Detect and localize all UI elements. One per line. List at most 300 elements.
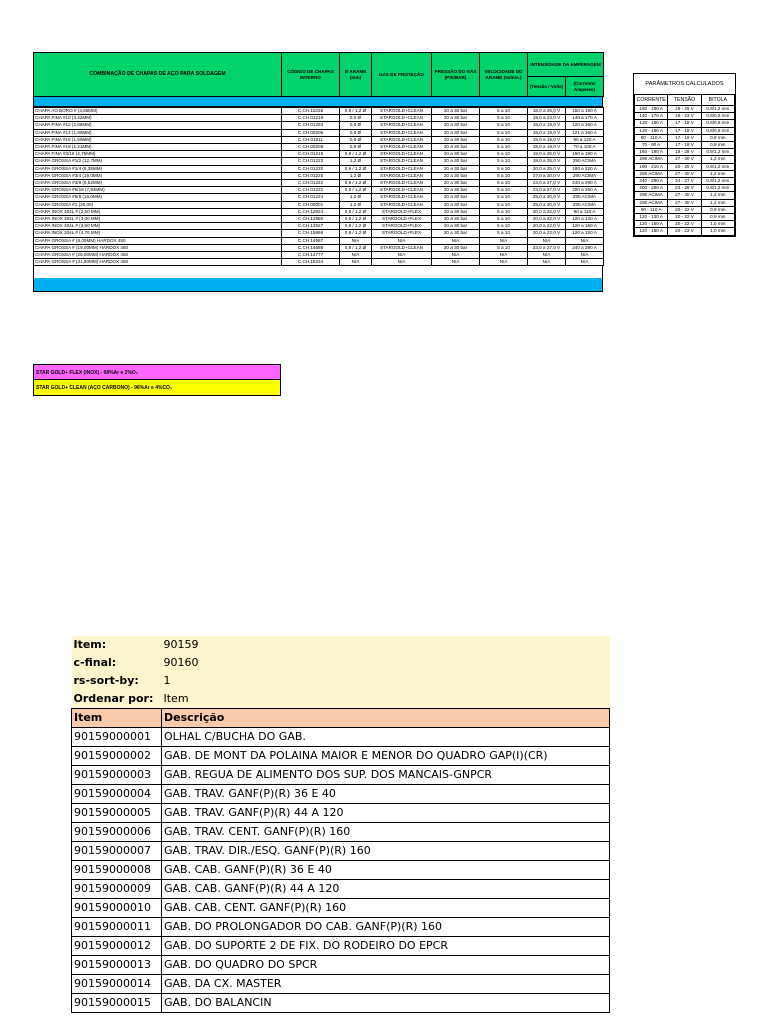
cell-corrente: 240 - 290 A [635, 178, 668, 185]
cell-corrente: 150 a 190 A [566, 151, 604, 158]
cell-tensao: 27,0 a 30,0 V [528, 172, 566, 179]
cell-arame: 0,9 Ø [340, 122, 372, 129]
cell-corrente: 290 ACIMA [566, 158, 604, 165]
cell-bitola: 0,8/0,9 mm [701, 120, 734, 127]
item-code: 90159000001 [72, 728, 162, 747]
cell-velocidade: 5 a 10 [480, 208, 528, 215]
item-list [71, 636, 609, 1013]
table-row [34, 230, 604, 237]
cell-tensao: 19,0 a 23,0 V [528, 115, 566, 122]
cell-corrente: 120 - 130 A [635, 214, 668, 221]
table-row [34, 158, 604, 165]
cell-arame: N/A [340, 237, 372, 244]
cell-pressao: 20 a 30 bar [432, 129, 480, 136]
cell-corrente: N/A [566, 237, 604, 244]
cell-bitola: 1,0 mm [701, 221, 734, 228]
list-item [72, 975, 610, 994]
empty-row [33, 266, 603, 278]
cell-tensao: 20 - 22 V [668, 214, 701, 221]
cell-corrente: 120 a 160 A [566, 122, 604, 129]
cell-corrente: 290 ACIMA [635, 156, 668, 163]
cell-velocidade: 5 a 10 [480, 165, 528, 172]
item-description: GAB. DO QUADRO DO SPCR [162, 956, 610, 975]
cell-codigo: C.CH.12980 [282, 216, 340, 223]
header-descricao: Descrição [162, 709, 610, 728]
cell-pressao: 20 a 30 bar [432, 208, 480, 215]
table-title: COMBINAÇÃO DE CHAPAS DE AÇO PARA SOLDAGEM [34, 53, 282, 97]
meta-value: 1 [162, 672, 610, 690]
item-code: 90159000004 [72, 785, 162, 804]
cell-tensao: 25,0 a 30,0 V [528, 201, 566, 208]
cell-gas: STARGOLD+CLEAN [372, 158, 432, 165]
section-footer-bar [33, 278, 603, 292]
cell-tensao: 19 - 25 V [668, 106, 701, 113]
cell-arame: 0,9 / 1,2 Ø [340, 208, 372, 215]
list-item [72, 994, 610, 1013]
header-gas: GÁS DE PROTEÇÃO [372, 53, 432, 97]
cell-velocidade: 5 a 10 [480, 136, 528, 143]
cell-tensao: 19 - 23 V [668, 113, 701, 120]
cell-pressao: 20 a 30 bar [432, 151, 480, 158]
meta-label: Ordenar por: [72, 690, 162, 709]
cell-corrente: 90 - 110 A [635, 134, 668, 141]
table-row [635, 185, 735, 192]
table-row [635, 156, 735, 163]
header-corrente: (Corrente/ Amperes) [566, 77, 604, 97]
cell-gas: STARGOLD+CLEAN [372, 108, 432, 115]
item-description: GAB. TRAV. GANF(P)(R) 44 A 120 [162, 804, 610, 823]
cell-codigo: C.CH.01811 [282, 136, 340, 143]
meta-label: rs-sort-by: [72, 672, 162, 690]
cell-codigo: C.CH.01224 [282, 194, 340, 201]
table-row [34, 208, 604, 215]
item-description: OLHAL C/BUCHA DO GAB. [162, 728, 610, 747]
cell-chapa: CHAPA FINA #16 (1,50MM) [34, 136, 282, 143]
cell-gas: N/A [372, 259, 432, 266]
cell-gas: N/A [372, 252, 432, 259]
cell-pressao: 20 a 30 bar [432, 172, 480, 179]
item-code: 90159000013 [72, 956, 162, 975]
table-row [635, 149, 735, 156]
cell-velocidade: 5 a 10 [480, 115, 528, 122]
cell-arame: 0,9 / 1,2 Ø [340, 216, 372, 223]
cell-corrente: 120 - 150 A [635, 228, 668, 235]
table-row [34, 201, 604, 208]
item-code: 90159000015 [72, 994, 162, 1013]
cell-corrente: 290 ACIMA [566, 201, 604, 208]
legend-clean-gas: STAR GOLD+ CLEAN (AÇO CARBONO) - 96%Ar e 4%CO₂ [33, 380, 281, 396]
item-code: 90159000005 [72, 804, 162, 823]
cell-corrente: 140 a 170 A [566, 115, 604, 122]
cell-chapa: CHAPA GROSSA #3/8 (9,52MM) [34, 180, 282, 187]
header-pressao: PRESSÃO DO GÁS (PSI/BAR) [432, 53, 480, 97]
cell-chapa: CHAPA GROSSA # (31,80MM) HARDOX 450 [34, 259, 282, 266]
list-item [72, 823, 610, 842]
cell-chapa: CHAPA FINA #18 (1,21MM) [34, 144, 282, 151]
table-row [635, 199, 735, 206]
cell-bitola: 1,2 mm [701, 192, 734, 199]
header-velocidade: VELOCIDADE DO ARAME (m/min.) [480, 53, 528, 97]
table-row [34, 259, 604, 266]
welding-rows [33, 107, 604, 266]
cell-codigo: C.CH.14688 [282, 244, 340, 251]
cell-chapa: CHAPA GROSSA #5/16 (7,93MM) [34, 187, 282, 194]
cell-arame: 1,2 Ø [340, 194, 372, 201]
table-row [635, 106, 735, 113]
cell-tensao: N/A [528, 237, 566, 244]
cell-velocidade: 5 a 10 [480, 230, 528, 237]
cell-arame: 0,9 / 1,2 Ø [340, 151, 372, 158]
cell-velocidade: 5 a 10 [480, 194, 528, 201]
cell-pressao: 20 a 30 bar [432, 158, 480, 165]
cell-codigo: C.CH.12527 [282, 223, 340, 230]
cell-bitola: 0,9/1,2 mm [701, 149, 734, 156]
header-arame: Ø ARAME (mm) [340, 53, 372, 97]
cell-corrente: 290 ACIMA [566, 172, 604, 179]
cell-tensao: 20,0 a 25,0 V [528, 165, 566, 172]
cell-gas: STARGOLD+CLEAN [372, 115, 432, 122]
cell-bitola: 0,9 mm [701, 206, 734, 213]
item-code: 90159000002 [72, 747, 162, 766]
table-row [635, 221, 735, 228]
cell-bitola: 1,2 mm [701, 199, 734, 206]
item-description: GAB. TRAV. DIR./ESQ. GANF(P)(R) 160 [162, 842, 610, 861]
cell-chapa: CHAPA GROSSA #1 (25,00) [34, 201, 282, 208]
table-row [635, 214, 735, 221]
cell-corrente: 90 a 110 A [566, 208, 604, 215]
item-code: 90159000008 [72, 861, 162, 880]
cell-gas: STARGOLD+FLEX [372, 208, 432, 215]
cell-codigo: C.CH.12824 [282, 208, 340, 215]
cell-corrente: 190 - 210 A [635, 163, 668, 170]
cell-tensao: 20,0 a 22,0 V [528, 230, 566, 237]
cell-corrente: 200 - 250 A [635, 185, 668, 192]
cell-gas: STARGOLD+CLEAN [372, 136, 432, 143]
cell-codigo: C.CH.01221 [282, 187, 340, 194]
cell-velocidade: 5 a 10 [480, 151, 528, 158]
cell-corrente: 120 - 150 A [635, 127, 668, 134]
table-row [34, 252, 604, 259]
list-item [72, 785, 610, 804]
item-code: 90159000012 [72, 937, 162, 956]
meta-label: c-final: [72, 654, 162, 672]
cell-gas: STARGOLD+CLEAN [372, 165, 432, 172]
cell-arame: 0,9 Ø [340, 129, 372, 136]
item-code: 90159000011 [72, 918, 162, 937]
cell-tensao: 19 - 25 V [668, 149, 701, 156]
item-code: 90159000009 [72, 880, 162, 899]
params-header-tensao: TENSÃO [668, 95, 701, 106]
cell-bitola: 0,8/0,9 mm [701, 113, 734, 120]
cell-chapa: CHAPA INOX 304L # (3,50 MM) [34, 223, 282, 230]
cell-tensao: 20 - 25 V [668, 163, 701, 170]
cell-tensao: 15,0 a 19,0 V [528, 144, 566, 151]
item-description: GAB. DO SUPORTE 2 DE FIX. DO RODEIRO DO EPCR [162, 937, 610, 956]
cell-pressao: 20 a 30 bar [432, 108, 480, 115]
cell-chapa: CHAPA FINA #3/16 (4,75MM) [34, 151, 282, 158]
list-item [72, 747, 610, 766]
cell-velocidade: 5 a 10 [480, 216, 528, 223]
cell-gas: STARGOLD+CLEAN [372, 172, 432, 179]
table-row [635, 170, 735, 177]
meta-value: 90160 [162, 654, 610, 672]
item-header-row [72, 709, 610, 728]
cell-gas: STARGOLD+CLEAN [372, 144, 432, 151]
cell-chapa: CHAPA FINA #14 (1,90MM) [34, 129, 282, 136]
cell-tensao: 19,0 a 25,0 V [528, 151, 566, 158]
list-item [72, 918, 610, 937]
cell-corrente: N/A [566, 259, 604, 266]
welding-combination-table [33, 52, 603, 292]
cell-corrente: 90 - 110 A [635, 206, 668, 213]
item-description: GAB. CAB. GANF(P)(R) 44 A 120 [162, 880, 610, 899]
cell-codigo: C.CH.01225 [282, 172, 340, 179]
cell-velocidade: N/A [480, 252, 528, 259]
cell-tensao: 20 - 22 V [668, 206, 701, 213]
table-row [34, 244, 604, 251]
table-row [34, 216, 604, 223]
cell-velocidade: 5 a 10 [480, 201, 528, 208]
cell-corrente: 70 a 100 A [566, 144, 604, 151]
table-row [635, 134, 735, 141]
cell-arame: 0,9 Ø [340, 144, 372, 151]
cell-arame: N/A [340, 259, 372, 266]
cell-tensao: 23 - 26 V [668, 185, 701, 192]
cell-codigo: C.CH.15234 [282, 259, 340, 266]
meta-row-sort-by [72, 672, 610, 690]
item-description: GAB. DE MONT DA POLAINA MAIOR E MENOR DO QUADRO GAP(I)(CR) [162, 747, 610, 766]
cell-arame: 0,9 / 1,2 Ø [340, 223, 372, 230]
cell-gas: STARGOLD+CLEAN [372, 129, 432, 136]
table-row [635, 127, 735, 134]
cell-tensao: 23,0 a 27,0 V [528, 187, 566, 194]
table-row [34, 180, 604, 187]
cell-pressao: 20 a 30 bar [432, 180, 480, 187]
list-item [72, 899, 610, 918]
table-row [34, 194, 604, 201]
cell-pressao: N/A [432, 237, 480, 244]
cell-arame: 0,9 / 1,2 Ø [340, 187, 372, 194]
item-code: 90159000014 [72, 975, 162, 994]
list-item [72, 804, 610, 823]
item-description: GAB. CAB. GANF(P)(R) 36 E 40 [162, 861, 610, 880]
meta-label: Item: [72, 636, 162, 654]
cell-tensao: 27 - 30 V [668, 199, 701, 206]
table-row [34, 108, 604, 115]
list-item [72, 956, 610, 975]
cell-codigo: C.CH.00001 [282, 201, 340, 208]
list-item [72, 861, 610, 880]
cell-arame: 0,9 / 1,2 Ø [340, 230, 372, 237]
item-description: GAB. CAB. CENT. GANF(P)(R) 160 [162, 899, 610, 918]
header-intensidade: INTENSIDADE DA AMPERAGEM [528, 53, 604, 77]
cell-pressao: 20 a 30 bar [432, 187, 480, 194]
cell-corrente: 290 ACIMA [635, 192, 668, 199]
cell-velocidade: 5 a 10 [480, 180, 528, 187]
cell-velocidade: 5 a 10 [480, 108, 528, 115]
cell-arame: 1,2 Ø [340, 158, 372, 165]
cell-corrente: 121 a 160 A [566, 129, 604, 136]
cell-codigo: C.CH.01220 [282, 165, 340, 172]
meta-row-c-final [72, 654, 610, 672]
cell-tensao: 17 - 18 V [668, 127, 701, 134]
cell-arame: 0,9 Ø [340, 136, 372, 143]
cell-velocidade: 5 a 10 [480, 144, 528, 151]
table-row [34, 172, 604, 179]
cell-chapa: CHAPA GROSSA # (6,00MM) HARDOX 450 [34, 237, 282, 244]
cell-velocidade: 5 a 10 [480, 158, 528, 165]
cell-chapa: CHAPA GROSSA #1/2 (12,7MM) [34, 158, 282, 165]
cell-velocidade: N/A [480, 237, 528, 244]
cell-arame: 1,2 Ø [340, 201, 372, 208]
cell-pressao: 20 a 30 bar [432, 136, 480, 143]
cell-codigo: C.CH.01219 [282, 151, 340, 158]
cell-tensao: 15,0 a 19,0 V [528, 136, 566, 143]
cell-corrente: 290 ACIMA [635, 199, 668, 206]
cell-chapa: CHAPA FINA #10 (3,42MM) [34, 115, 282, 122]
table-row [635, 113, 735, 120]
cell-corrente: N/A [566, 252, 604, 259]
params-title: PARÂMETROS CALCULADOS [645, 81, 724, 87]
cell-corrente: 160 - 190 A [635, 149, 668, 156]
item-code: 90159000006 [72, 823, 162, 842]
cell-codigo: C.CH.00208 [282, 144, 340, 151]
cell-bitola: 1,0 mm [701, 228, 734, 235]
cell-gas: STARGOLD+CLEAN [372, 194, 432, 201]
cell-tensao: N/A [528, 259, 566, 266]
cell-pressao: 20 a 30 bar [432, 223, 480, 230]
header-item: Item [72, 709, 162, 728]
cell-arame: 0,9 / 1,2 Ø [340, 165, 372, 172]
cell-gas: STARGOLD+CLEAN [372, 151, 432, 158]
cell-pressao: 20 a 30 bar [432, 216, 480, 223]
cell-codigo: C.CH.01222 [282, 180, 340, 187]
cell-tensao: 20,0 a 22,0 V [528, 216, 566, 223]
table-row [34, 115, 604, 122]
cell-bitola: 1,2 mm [701, 170, 734, 177]
cell-pressao: 20 a 30 bar [432, 244, 480, 251]
cell-chapa: CHAPA GROSSA # (25,00MM) HARDOX 450 [34, 252, 282, 259]
header-tensao: (Tensão / Volts) [528, 77, 566, 97]
cell-bitola: 0,8/0,9 mm [701, 127, 734, 134]
cell-tensao: 18,0 a 25,0 V [528, 158, 566, 165]
cell-chapa: CHAPA INOX 304L # (2,50 MM) [34, 208, 282, 215]
table-row [34, 223, 604, 230]
item-description: GAB. REGUA DE ALIMENTO DOS SUP. DOS MANCAIS-GNPCR [162, 766, 610, 785]
item-description: GAB. TRAV. GANF(P)(R) 36 E 40 [162, 785, 610, 804]
cell-gas: STARGOLD+CLEAN [372, 122, 432, 129]
cell-tensao: 27 - 30 V [668, 156, 701, 163]
cell-gas: STARGOLD+FLEX [372, 230, 432, 237]
table-row [635, 206, 735, 213]
cell-corrente: 160 - 190 A [635, 106, 668, 113]
cell-pressao: 20 a 30 bar [432, 115, 480, 122]
table-row [34, 237, 604, 244]
cell-chapa: CHAPA INOX 304L # (4,76 MM) [34, 230, 282, 237]
cell-tensao: 23,0 a 27,0 V [528, 180, 566, 187]
item-code: 90159000010 [72, 899, 162, 918]
cell-tensao: 20,0 a 22,0 V [528, 208, 566, 215]
cell-gas: STARGOLD+CLEAN [372, 180, 432, 187]
cell-corrente: 140 - 170 A [635, 113, 668, 120]
section-divider [33, 97, 603, 107]
cell-corrente: 290 ACIMA [635, 170, 668, 177]
header-codigo: CÓDIGO DE CHAPAS INTERNO [282, 53, 340, 97]
cell-tensao: 15,0 a 19,0 V [528, 122, 566, 129]
params-header-bitola: BITOLA [701, 95, 734, 106]
cell-bitola: 0,9/1,2 mm [701, 106, 734, 113]
table-row [635, 120, 735, 127]
cell-pressao: 20 a 30 bar [432, 122, 480, 129]
meta-row-ordenar [72, 690, 610, 709]
list-item [72, 766, 610, 785]
cell-gas: STARGOLD+FLEX [372, 223, 432, 230]
cell-pressao: N/A [432, 252, 480, 259]
item-code: 90159000007 [72, 842, 162, 861]
cell-arame: 1,2 Ø [340, 172, 372, 179]
cell-chapa: CHAPA AO BORO # (3,85MM) [34, 108, 282, 115]
cell-bitola: 0,9/1,2 mm [701, 185, 734, 192]
cell-velocidade: 5 a 10 [480, 172, 528, 179]
cell-tensao: 20 - 22 V [668, 221, 701, 228]
cell-arame: N/A [340, 252, 372, 259]
cell-corrente: 120 - 150 A [635, 221, 668, 228]
cell-bitola: 0,9/1,2 mm [701, 178, 734, 185]
table-row [635, 142, 735, 149]
cell-codigo: C.CH.01218 [282, 115, 340, 122]
cell-pressao: 20 a 30 bar [432, 201, 480, 208]
cell-chapa: CHAPA GROSSA # (19,00MM) HARDOX 450 [34, 244, 282, 251]
cell-velocidade: 5 a 10 [480, 129, 528, 136]
cell-gas: N/A [372, 237, 432, 244]
cell-corrente: 150 a 190 A [566, 108, 604, 115]
cell-tensao: 18,0 a 25,0 V [528, 108, 566, 115]
cell-chapa: CHAPA FINA #12 (2,66MM) [34, 122, 282, 129]
cell-bitola: 0,9 mm [701, 214, 734, 221]
list-item [72, 880, 610, 899]
list-item [72, 937, 610, 956]
cell-corrente: 120 a 150 A [566, 230, 604, 237]
cell-chapa: CHAPA INOX 304L # (3,00 MM) [34, 216, 282, 223]
table-row [34, 165, 604, 172]
cell-gas: STARGOLD+CLEAN [372, 187, 432, 194]
item-description: GAB. DO PROLONGADOR DO CAB. GANF(P)(R) 160 [162, 918, 610, 937]
item-code: 90159000003 [72, 766, 162, 785]
cell-corrente: 200 a 250 A [566, 187, 604, 194]
item-description: GAB. TRAV. CENT. GANF(P)(R) 160 [162, 823, 610, 842]
table-row [34, 144, 604, 151]
cell-chapa: CHAPA GROSSA #1/4 (6,35MM) [34, 165, 282, 172]
meta-row-item [72, 636, 610, 654]
cell-tensao: 24 - 27 V [668, 178, 701, 185]
cell-corrente: 120 a 130 A [566, 216, 604, 223]
cell-velocidade: 5 a 10 [480, 122, 528, 129]
cell-tensao: 27 - 30 V [668, 192, 701, 199]
cell-bitola: 1,2 mm [701, 156, 734, 163]
cell-tensao: 17 - 18 V [668, 142, 701, 149]
table-row [635, 228, 735, 235]
list-item [72, 842, 610, 861]
table-row [34, 122, 604, 129]
cell-velocidade: 5 a 10 [480, 187, 528, 194]
cell-pressao: 20 a 30 bar [432, 144, 480, 151]
cell-arame: 0,9 / 1,2 Ø [340, 244, 372, 251]
cell-bitola: 0,9/1,2 mm [701, 163, 734, 170]
meta-value: Item [162, 690, 610, 709]
cell-pressao: 20 a 30 bar [432, 230, 480, 237]
cell-tensao: 15,0 a 19,0 V [528, 129, 566, 136]
table-row [34, 187, 604, 194]
